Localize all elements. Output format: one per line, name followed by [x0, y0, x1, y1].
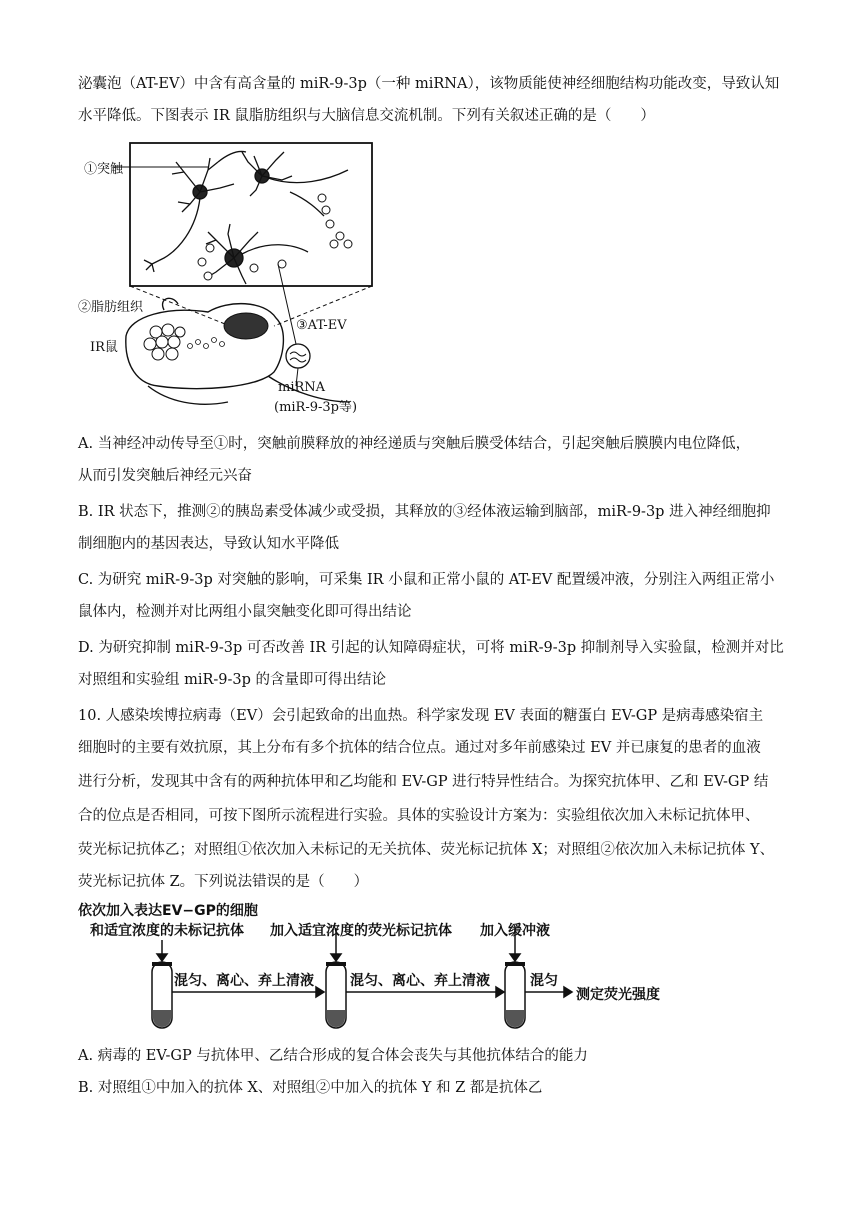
- q9-option-d-line-1: D. 为研究抑制 miR-9-3p 可否改善 IR 引起的认知障碍症状，可将 miR-9-3p 抑制剂导入实验鼠，检测并对比: [78, 640, 784, 656]
- q9-option-a-line-1: A. 当神经冲动传导至①时，突触前膜释放的神经递质与突触后膜受体结合，引起突触后膜膜内电位降低，: [78, 436, 751, 452]
- ev-particles: [188, 338, 225, 349]
- flow-arrow-3-label: 混匀: [530, 973, 558, 989]
- q9-option-c-line-1: C. 为研究 miR-9-3p 对突触的影响，可采集 IR 小鼠和正常小鼠的 AT-EV 配置缓冲液，分别注入两组正常小: [78, 572, 775, 588]
- q9-option-c-line-2: 鼠体内，检测并对比两组小鼠突触变化即可得出结论: [78, 604, 412, 620]
- q10-stem-line-5: 荧光标记抗体乙；对照组①依次加入未标记的无关抗体、荧光标记抗体 X；对照组②依次加入未标记抗体 Y、: [78, 842, 775, 858]
- label-synapse: ①突触: [84, 162, 124, 177]
- q9-option-d-line-2: 对照组和实验组 miR-9-3p 的含量即可得出结论: [78, 672, 387, 688]
- adipose-tissue-icon: [144, 324, 185, 360]
- q9-option-b-line-2: 制细胞内的基因表达，导致认知水平降低: [78, 536, 339, 552]
- q10-stem-line-1: 10. 人感染埃博拉病毒（EV）会引起致命的出血热。科学家发现 EV 表面的糖蛋白 EV-GP 是病毒感染宿主: [78, 708, 764, 724]
- q10-flow-figure: [78, 900, 718, 1035]
- q9-option-a-line-2: 从而引发突触后神经元兴奋: [78, 468, 252, 484]
- label-at-ev: ③AT-EV: [296, 318, 347, 333]
- q9-option-b-line-1: B. IR 状态下，推测②的胰岛素受体减少或受损，其释放的③经体液运输到脑部，miR-9-3p 进入神经细胞抑: [78, 504, 771, 520]
- flow-step1-line-2: 和适宜浓度的未标记抗体: [90, 923, 244, 939]
- flow-step1-line-1: 依次加入表达EV−GP的细胞: [78, 903, 258, 919]
- flow-step3: 加入缓冲液: [480, 923, 550, 939]
- q10-option-a: A. 病毒的 EV-GP 与抗体甲、乙结合形成的复合体会丧失与其他抗体结合的能力: [78, 1048, 588, 1064]
- at-ev-icon: [286, 344, 310, 368]
- label-mirna-detail: (miR-9-3p等): [274, 400, 358, 415]
- flow-step2: 加入适宜浓度的荧光标记抗体: [270, 923, 452, 939]
- q9-stem-line-1: 泌囊泡（AT-EV）中含有高含量的 miR-9-3p（一种 miRNA），该物质能使神经细胞结构功能改变，导致认知: [78, 76, 780, 92]
- flow-arrow-2-label: 混匀、离心、弃上清液: [350, 973, 490, 989]
- test-tube-3-icon: [505, 962, 525, 1028]
- label-adipose: ②脂肪组织: [78, 300, 144, 315]
- flow-result: 测定荧光强度: [576, 987, 660, 1003]
- q10-stem-line-2: 细胞时的主要有效抗原，其上分布有多个抗体的结合位点。通过对多年前感染过 EV 并已康复的患者的血液: [78, 740, 761, 756]
- q9-figure: [78, 140, 378, 415]
- q10-option-b: B. 对照组①中加入的抗体 X、对照组②中加入的抗体 Y 和 Z 都是抗体乙: [78, 1080, 543, 1096]
- brain-icon: [224, 313, 268, 339]
- adipose-brain-diagram: [78, 140, 378, 415]
- label-mirna: miRNA: [278, 380, 326, 395]
- q10-stem-line-4: 合的位点是否相同，可按下图所示流程进行实验。具体的实验设计方案为：实验组依次加入未标记抗体甲、: [78, 808, 760, 824]
- test-tube-1-icon: [152, 962, 172, 1028]
- q10-stem-line-3: 进行分析，发现其中含有的两种抗体甲和乙均能和 EV-GP 进行特异性结合。为探究抗体甲、乙和 EV-GP 结: [78, 774, 769, 790]
- q10-stem-line-6: 荧光标记抗体 Z。下列说法错误的是（ ）: [78, 874, 369, 890]
- label-ir-mouse: IR鼠: [90, 340, 118, 355]
- q9-stem-line-2: 水平降低。下图表示 IR 鼠脂肪组织与大脑信息交流机制。下列有关叙述正确的是（ ）: [78, 108, 655, 124]
- flow-arrow-1-label: 混匀、离心、弃上清液: [174, 973, 314, 989]
- test-tube-2-icon: [326, 962, 346, 1028]
